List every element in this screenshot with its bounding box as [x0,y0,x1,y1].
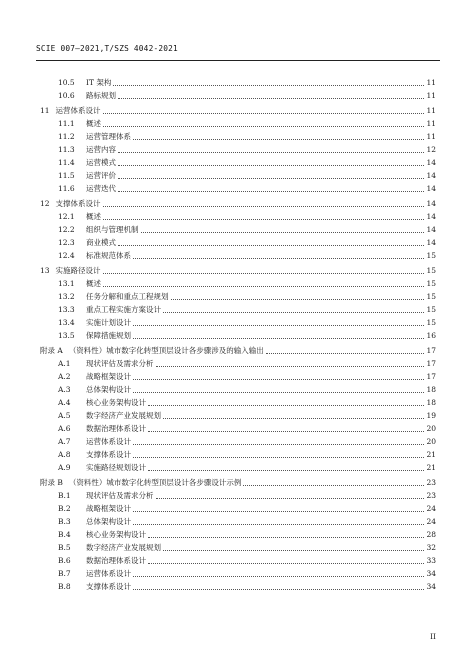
dot-leader [118,151,424,153]
toc-entry-page: 23 [426,478,436,487]
toc-entry[interactable] [40,461,436,474]
toc-entry[interactable] [40,197,436,210]
toc-entry[interactable] [40,223,436,236]
toc-entry-title: （资料性）城市数字化转型顶层设计各步骤设计示例 [68,478,242,487]
toc-entry-title: 核心业务架构设计 [86,530,146,539]
toc-entry-title: 战略框架设计 [86,372,131,381]
toc-entry-title: 运营内容 [86,145,116,154]
toc-entry-number: A.8 [58,450,71,459]
dot-leader [133,443,424,445]
toc-entry[interactable] [40,435,436,448]
dot-leader [118,244,424,246]
toc-entry-title: 标准规范体系 [86,251,131,260]
toc-entry-title: IT 架构 [86,78,112,87]
toc-entry-page: 14 [426,199,436,208]
document-code-header: SCIE 007—2021,T/SZS 4042-2021 [36,44,178,53]
toc-entry[interactable] [40,357,436,370]
dot-leader [148,404,424,406]
dot-leader [103,205,424,207]
toc-entry-number: B.8 [58,582,71,591]
toc-entry-page: 14 [426,212,436,221]
toc-entry-title: 任务分解和重点工程规划 [86,292,169,301]
toc-entry[interactable] [40,422,436,435]
dot-leader [171,298,425,300]
toc-entry-title: 实施计划设计 [86,318,131,327]
dot-leader [103,218,424,220]
toc-entry-number: 附录 A [40,346,63,355]
dot-leader [266,352,424,354]
toc-entry[interactable] [40,156,436,169]
table-of-contents [40,76,436,593]
toc-entry[interactable] [40,277,436,290]
toc-entry-number: A.4 [58,398,71,407]
dot-leader [148,469,424,471]
toc-entry[interactable] [40,329,436,342]
dot-leader [163,417,424,419]
toc-entry-page: 15 [426,266,436,275]
toc-entry-title: 概述 [86,279,101,288]
toc-entry[interactable] [40,117,436,130]
toc-entry-number: A.2 [58,372,71,381]
toc-entry-title: 核心业务架构设计 [86,398,146,407]
toc-entry-page: 11 [426,132,436,141]
toc-entry-page: 18 [426,385,436,394]
toc-entry[interactable] [40,316,436,329]
toc-entry[interactable] [40,515,436,528]
toc-entry-number: 13.3 [58,305,75,314]
dot-leader [156,497,425,499]
toc-entry-number: B.1 [58,491,71,500]
toc-entry-number: 12.1 [58,212,75,221]
toc-entry-title: 数据治理体系设计 [86,556,146,565]
dot-leader [113,84,424,86]
toc-entry[interactable] [40,489,436,502]
toc-entry-title: 路标规划 [86,91,116,100]
toc-entry-number: A.5 [58,411,71,420]
toc-entry[interactable] [40,476,436,489]
toc-entry[interactable] [40,210,436,223]
toc-entry-title: 运营管理体系 [86,132,131,141]
dot-leader [103,285,424,287]
toc-entry-number: 11.5 [58,171,75,180]
toc-entry-title: 实施路径规划设计 [86,463,146,472]
toc-entry-number: 12.4 [58,251,75,260]
toc-entry-title: 运营模式 [86,158,116,167]
dot-leader [141,231,425,233]
toc-entry-page: 18 [426,398,436,407]
toc-entry-title: 运营迭代 [86,184,116,193]
toc-entry[interactable] [40,344,436,357]
toc-entry[interactable] [40,303,436,316]
dot-leader [163,311,424,313]
toc-entry-number: 12.2 [58,225,75,234]
toc-entry-title: 运营评价 [86,171,116,180]
dot-leader [103,272,424,274]
toc-entry[interactable] [40,567,436,580]
toc-entry-number: 11 [40,106,50,115]
toc-entry-page: 14 [426,171,436,180]
toc-entry-title: 保障措施规划 [86,331,131,340]
toc-entry-number: B.3 [58,517,71,526]
toc-entry[interactable] [40,528,436,541]
toc-entry-page: 15 [426,305,436,314]
toc-entry-page: 16 [426,331,436,340]
toc-entry[interactable] [40,541,436,554]
toc-entry-page: 34 [426,582,436,591]
toc-entry-title: 数字经济产业发展规划 [86,543,161,552]
toc-entry-number: A.1 [58,359,71,368]
toc-entry-number: 10.5 [58,78,75,87]
toc-entry[interactable] [40,249,436,262]
toc-entry-page: 15 [426,251,436,260]
toc-entry[interactable] [40,290,436,303]
toc-entry-page: 24 [426,504,436,513]
toc-entry-title: 现状评估及需求分析 [86,491,154,500]
toc-entry[interactable] [40,383,436,396]
dot-leader [133,391,424,393]
toc-entry-number: B.5 [58,543,71,552]
toc-entry[interactable] [40,236,436,249]
dot-leader [148,536,424,538]
toc-entry-page: 14 [426,225,436,234]
toc-entry-page: 17 [426,359,436,368]
toc-entry-number: 11.2 [58,132,75,141]
toc-entry[interactable] [40,409,436,422]
toc-entry-number: A.6 [58,424,71,433]
toc-entry-title: 数字经济产业发展规划 [86,411,161,420]
toc-entry-number: 11.6 [58,184,75,193]
toc-entry-page: 23 [426,491,436,500]
toc-entry-page: 19 [426,411,436,420]
toc-entry-number: B.2 [58,504,71,513]
toc-entry-number: 附录 B [40,478,63,487]
dot-leader [156,365,425,367]
toc-entry-page: 11 [426,91,436,100]
toc-entry[interactable] [40,396,436,409]
toc-entry-title: 组织与管理机制 [86,225,139,234]
toc-entry-number: 13.1 [58,279,75,288]
page-number: II [430,632,436,641]
dot-leader [118,177,424,179]
toc-entry-title: 总体架构设计 [86,517,131,526]
dot-leader [118,190,424,192]
toc-entry-page: 12 [426,145,436,154]
toc-entry-page: 34 [426,569,436,578]
toc-entry-number: B.6 [58,556,71,565]
toc-entry-number: 10.6 [58,91,75,100]
toc-entry-page: 24 [426,517,436,526]
dot-leader [118,97,424,99]
dot-leader [133,324,424,326]
dot-leader [133,138,424,140]
toc-entry[interactable] [40,502,436,515]
toc-entry-number: 13.5 [58,331,75,340]
toc-entry-page: 20 [426,424,436,433]
toc-entry-title: 数据治理体系设计 [86,424,146,433]
toc-entry[interactable] [40,264,436,277]
toc-entry[interactable] [40,554,436,567]
toc-entry-number: 12.3 [58,238,75,247]
dot-leader [133,523,424,525]
toc-entry-number: B.7 [58,569,71,578]
toc-entry[interactable] [40,580,436,593]
toc-entry-title: 运营体系设计 [55,106,101,115]
toc-entry[interactable] [40,169,436,182]
toc-entry-title: （资料性）城市数字化转型顶层设计各步骤涉及的输入输出 [68,346,264,355]
toc-entry-title: 概述 [86,119,101,128]
toc-entry[interactable] [40,130,436,143]
toc-entry-title: 商业模式 [86,238,116,247]
toc-entry-title: 重点工程实施方案设计 [86,305,161,314]
toc-entry-number: A.7 [58,437,71,446]
toc-entry-page: 20 [426,437,436,446]
dot-leader [148,562,424,564]
header-divider [36,60,440,61]
dot-leader [148,430,424,432]
toc-entry-page: 14 [426,238,436,247]
toc-entry[interactable] [40,104,436,117]
toc-entry[interactable] [40,182,436,195]
toc-entry-page: 32 [426,543,436,552]
toc-entry-page: 17 [426,372,436,381]
toc-entry-number: 11.1 [58,119,75,128]
toc-entry-title: 概述 [86,212,101,221]
toc-entry[interactable] [40,370,436,383]
toc-entry-page: 33 [426,556,436,565]
toc-entry-number: A.3 [58,385,71,394]
toc-entry-title: 运营体系设计 [86,437,131,446]
toc-entry-number: 13.2 [58,292,75,301]
dot-leader [133,588,424,590]
toc-entry-page: 14 [426,184,436,193]
dot-leader [133,337,424,339]
dot-leader [103,125,424,127]
toc-entry-title: 实施路径设计 [55,266,101,275]
toc-entry-page: 11 [426,78,436,87]
toc-entry-title: 支撑体系设计 [86,450,131,459]
toc-entry-number: 12 [40,199,50,208]
toc-entry-page: 15 [426,279,436,288]
dot-leader [163,549,424,551]
toc-entry-page: 21 [426,463,436,472]
toc-entry-page: 28 [426,530,436,539]
toc-entry-title: 现状评估及需求分析 [86,359,154,368]
dot-leader [133,456,424,458]
toc-entry-title: 支撑体系设计 [86,582,131,591]
toc-entry-title: 运营体系设计 [86,569,131,578]
dot-leader [243,484,424,486]
toc-entry[interactable] [40,448,436,461]
toc-entry-number: A.9 [58,463,71,472]
toc-entry[interactable] [40,143,436,156]
toc-entry-title: 战略框架设计 [86,504,131,513]
dot-leader [103,112,424,114]
toc-entry-page: 15 [426,292,436,301]
toc-entry-number: 11.4 [58,158,75,167]
toc-entry-title: 支撑体系设计 [55,199,101,208]
toc-entry-page: 14 [426,158,436,167]
toc-entry-page: 11 [426,106,436,115]
dot-leader [133,510,424,512]
dot-leader [133,378,424,380]
toc-entry-number: 11.3 [58,145,75,154]
dot-leader [133,575,424,577]
toc-entry[interactable] [40,76,436,89]
toc-entry-page: 17 [426,346,436,355]
toc-entry-title: 总体架构设计 [86,385,131,394]
toc-entry-page: 11 [426,119,436,128]
dot-leader [118,164,424,166]
toc-entry-page: 15 [426,318,436,327]
toc-entry-page: 21 [426,450,436,459]
toc-entry[interactable] [40,89,436,102]
toc-entry-number: 13.4 [58,318,75,327]
dot-leader [133,257,424,259]
toc-entry-number: B.4 [58,530,71,539]
toc-entry-number: 13 [40,266,50,275]
